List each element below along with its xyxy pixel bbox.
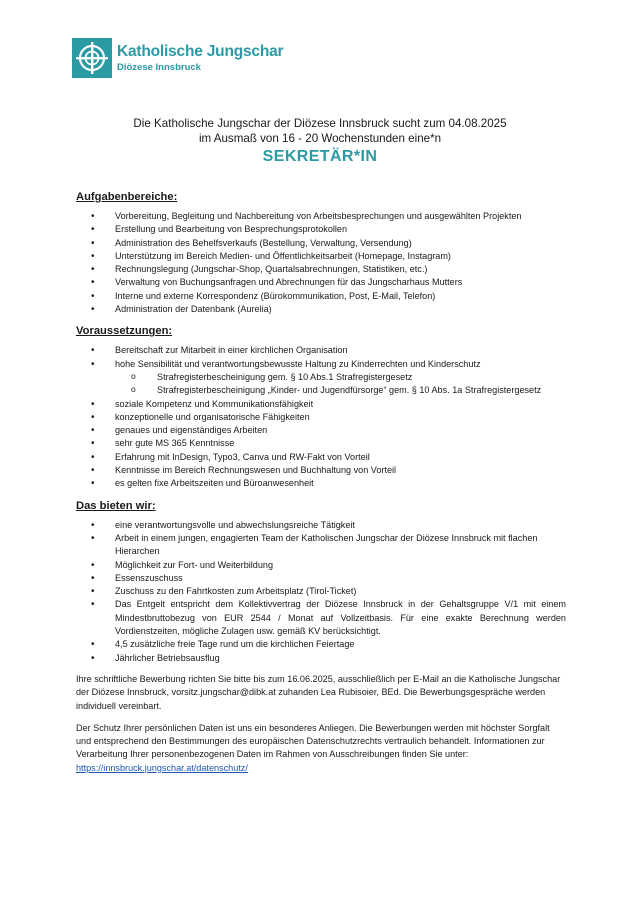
requirements-list xyxy=(76,344,566,490)
logo-subtitle: Diözese Innsbruck xyxy=(117,61,201,73)
sublist-item: o Strafregisterbescheinigung gem. § 10 Abs.1 Strafregistergesetz xyxy=(76,371,566,384)
list-item: • genaues und eigenständiges Arbeiten xyxy=(76,424,566,437)
list-item: • Möglichkeit zur Fort- und Weiterbildung xyxy=(76,559,566,572)
list-item: • eine verantwortungsvolle und abwechslungsreiche Tätigkeit xyxy=(76,519,566,532)
logo-name: Katholische Jungschar xyxy=(117,43,284,60)
list-item: • Rechnungslegung (Jungschar-Shop, Quartalsabrechnungen, Statistiken, etc.) xyxy=(76,263,566,276)
requirements-heading: Voraussetzungen: xyxy=(76,325,173,338)
tasks-heading: Aufgabenbereiche: xyxy=(76,191,178,203)
content xyxy=(76,190,566,784)
tasks-list xyxy=(76,210,566,316)
job-title: SEKRETÄR*IN xyxy=(262,148,378,165)
list-item: • Bereitschaft zur Mitarbeit in einer kirchlichen Organisation xyxy=(76,344,566,357)
list-item: • Interne und externe Korrespondenz (Bürokommunikation, Post, E-Mail, Telefon) xyxy=(76,290,566,303)
list-item: • Administration der Datenbank (Aurelia) xyxy=(76,303,566,316)
list-item: • Unterstützung im Bereich Medien- und Öffentlichkeitsarbeit (Homepage, Instagram) xyxy=(76,250,566,263)
logo xyxy=(72,38,283,78)
intro-line-2: im Ausmaß von 16 - 20 Wochenstunden eine*n xyxy=(198,132,442,145)
list-item: • Kenntnisse im Bereich Rechnungswesen und Buchhaltung von Vorteil xyxy=(76,464,566,477)
application-paragraph: Ihre schriftliche Bewerbung richten Sie bitte bis zum 16.06.2025, ausschließlich per E-Mail an die Katholische Jungschar der Diözese Innsbruck, vorsitz.jungschar@dibk.at zuhanden Lea Rubisoier, BEd. Die Bewerbungsgespräche werden individuell vereinbart. xyxy=(76,673,561,711)
list-item: • konzeptionelle und organisatorische Fähigkeiten xyxy=(76,411,566,424)
sublist xyxy=(115,371,566,398)
privacy-link[interactable]: https://innsbruck.jungschar.at/datenschutz/ xyxy=(76,762,248,773)
list-item: • Verwaltung von Buchungsanfragen und Abrechnungen für das Jungscharhaus Mutters xyxy=(76,276,566,289)
intro-line-1: Die Katholische Jungschar der Diözese Innsbruck sucht zum 04.08.2025 xyxy=(133,117,507,130)
privacy-paragraph xyxy=(76,722,566,775)
list-item: • sehr gute MS 365 Kenntnisse xyxy=(76,437,566,450)
list-item: • soziale Kompetenz und Kommunikationsfähigkeit xyxy=(76,398,566,411)
offer-heading: Das bieten wir: xyxy=(76,499,156,512)
intro-text xyxy=(0,116,640,146)
list-item: • Arbeit in einem jungen, engagierten Team der Katholischen Jungschar der Diözese Innsbruck mit flachen Hierarchen xyxy=(76,532,566,559)
list-item: • Jährlicher Betriebsausflug xyxy=(76,652,566,665)
list-item: • Administration des Behelfsverkaufs (Bestellung, Verwaltung, Versendung) xyxy=(76,237,566,250)
list-item: • Essenszuschuss xyxy=(76,572,566,585)
privacy-text: Der Schutz Ihrer persönlichen Daten ist uns ein besonderes Anliegen. Die Bewerbungen werden mit höchster Sorgfalt und entsprechend den Bestimmungen des europäischen Datenschutzrechts vertraulich behandelt. Informationen zur Verarbeitung Ihrer personenbezogenen Daten im Rahmen von Ausschreibungen finden Sie unter: xyxy=(76,722,550,760)
list-item: • Das Entgelt entspricht dem Kollektivvertrag der Diözese Innsbruck in der Gehaltsgruppe V/1 mit einem Mindestbruttobezug von EUR 2544 / Monat auf Vollzeitbasis. Für eine exakte Berechnung werden Vordienstzeiten, mögliche Zulagen usw. gemäß KV berücksichtigt. xyxy=(76,598,566,638)
list-item: • 4,5 zusätzliche freie Tage rund um die kirchlichen Feiertage xyxy=(76,638,566,651)
list-item: • es gelten fixe Arbeitszeiten und Büroanwesenheit xyxy=(76,477,566,490)
list-item: • Vorbereitung, Begleitung und Nachbereitung von Arbeitsbesprechungen und ausgewählten Projekten xyxy=(76,210,566,223)
list-item: • Erfahrung mit InDesign, Typo3, Canva und RW-Fakt von Vorteil xyxy=(76,451,566,464)
list-item: • Erstellung und Bearbeitung von Besprechungsprotokollen xyxy=(76,223,566,236)
list-item-text: hohe Sensibilität und verantwortungsbewusste Haltung zu Kinderrechten und Kinderschutz xyxy=(115,358,481,369)
list-item xyxy=(76,358,566,398)
offer-list xyxy=(76,519,566,665)
sublist-item: o Strafregisterbescheinigung „Kinder- und Jugendfürsorge“ gem. § 10 Abs. 1a Strafregistergesetz xyxy=(76,384,566,397)
list-item: • Zuschuss zu den Fahrtkosten zum Arbeitsplatz (Tirol-Ticket) xyxy=(76,585,566,598)
logo-mark-icon xyxy=(72,38,112,78)
